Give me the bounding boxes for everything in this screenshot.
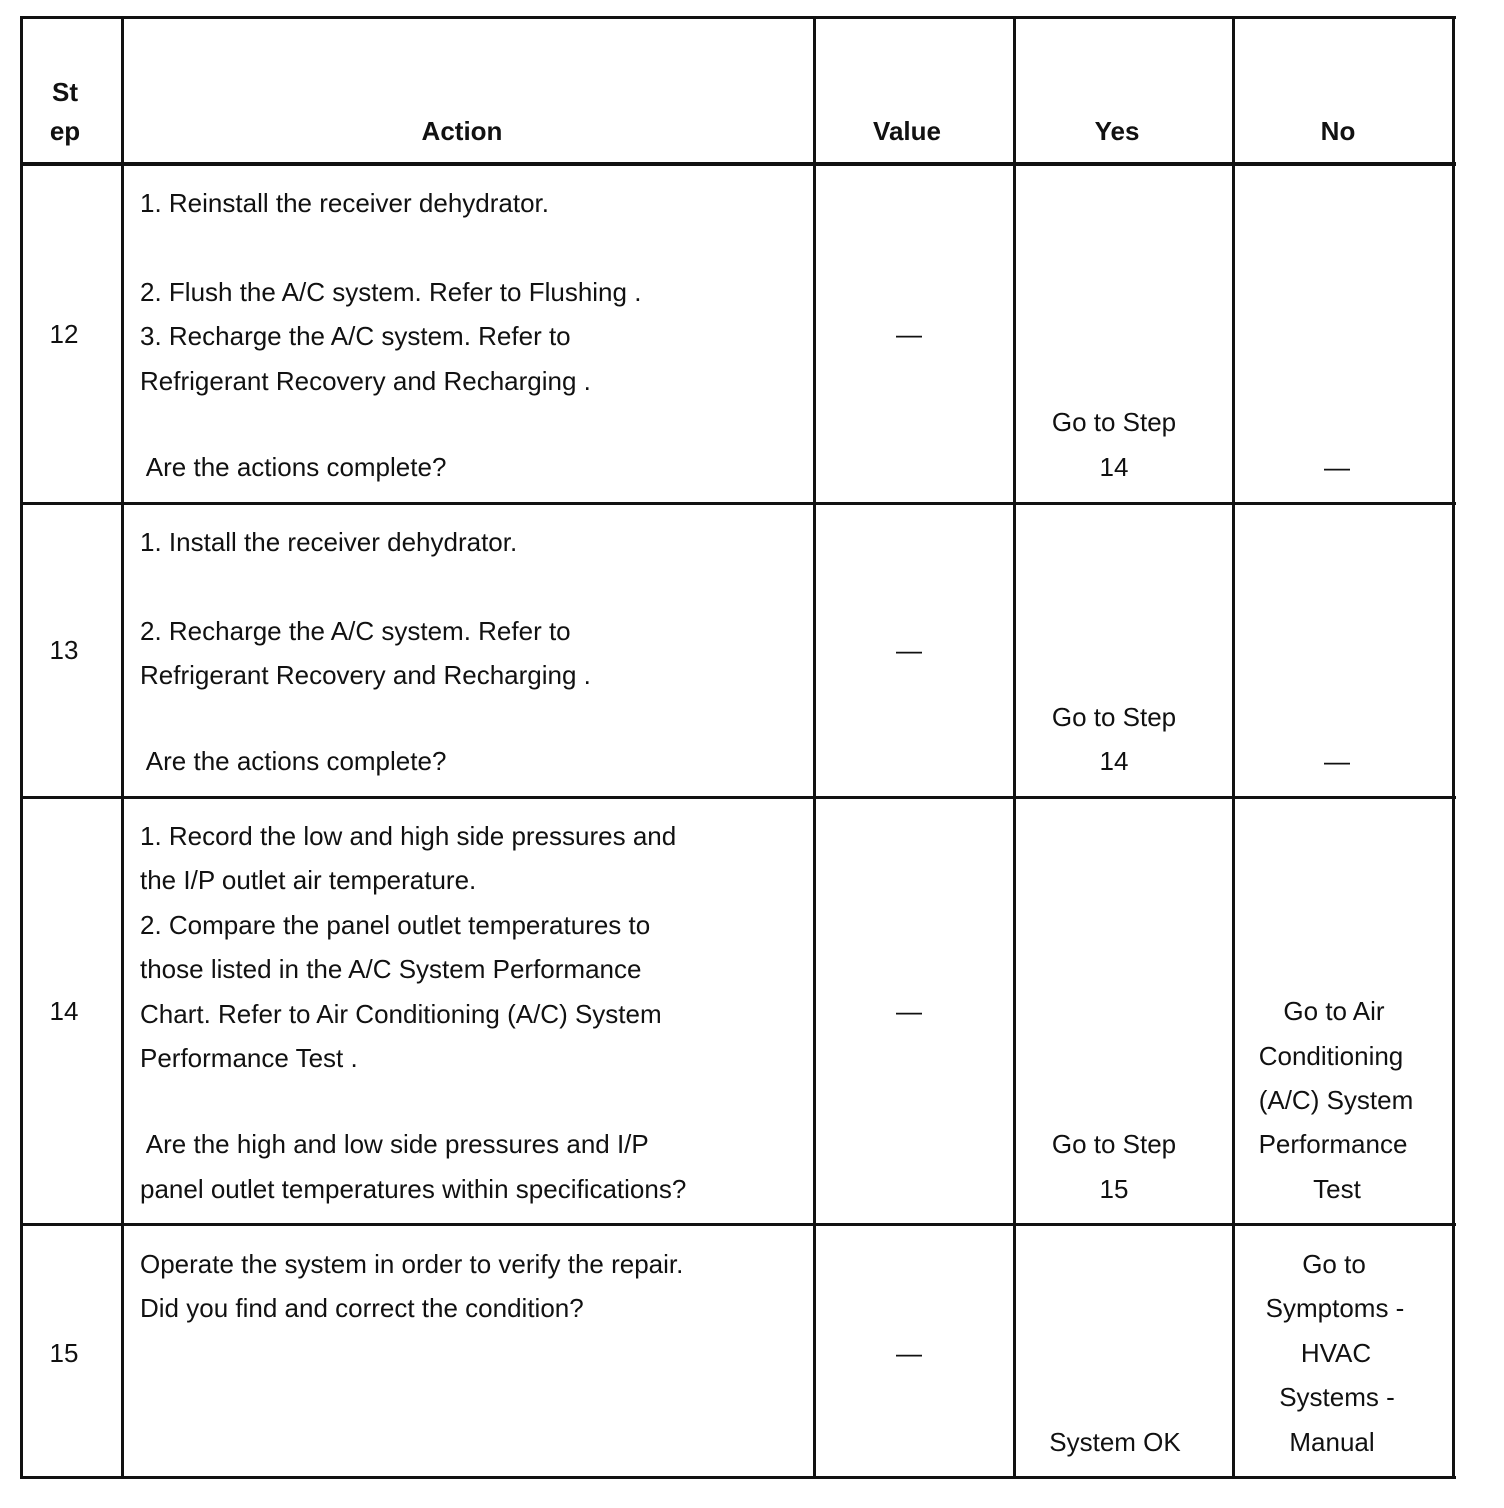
action-line: 2. Recharge the A/C system. Refer to [140, 616, 571, 646]
no-result-line: Conditioning [1258, 1041, 1404, 1071]
yes-result-line: 14 [1099, 746, 1129, 776]
action-line: 2. Compare the panel outlet temperatures to [140, 910, 651, 940]
action-line: 1. Record the low and high side pressures and [140, 821, 677, 851]
action-line: those listed in the A/C System Performance [140, 954, 642, 984]
action-line: 1. Install the receiver dehydrator. [140, 527, 518, 557]
no-result-line: Manual [1289, 1427, 1375, 1457]
table-right-border [1452, 16, 1455, 1479]
no-result-line: — [1324, 452, 1350, 482]
action-question: panel outlet temperatures within specifications? [140, 1174, 687, 1204]
action-question: Did you find and correct the condition? [140, 1293, 584, 1323]
step-number: 12 [49, 319, 79, 349]
action-line: 2. Flush the A/C system. Refer to Flushing . [140, 277, 642, 307]
header-step-part1: St [52, 77, 78, 107]
action-line: Performance Test . [140, 1043, 358, 1073]
value-dash: — [896, 319, 922, 349]
yes-result-line: 15 [1099, 1174, 1129, 1204]
action-line: 3. Recharge the A/C system. Refer to [140, 321, 571, 351]
step-number: 14 [49, 996, 79, 1026]
value-yes-divider [1013, 16, 1016, 1479]
value-dash: — [896, 635, 922, 665]
step-action-divider [121, 16, 124, 1479]
step-number: 13 [49, 635, 79, 665]
value-dash: — [896, 996, 922, 1026]
action-line: the I/P outlet air temperature. [140, 865, 477, 895]
header-no: No [1320, 116, 1356, 146]
action-question: Are the actions complete? [140, 746, 447, 776]
header-bottom-border [20, 162, 1456, 166]
no-result-line: Go to [1302, 1249, 1366, 1279]
action-line: 1. Reinstall the receiver dehydrator. [140, 188, 549, 218]
no-result-line: Go to Air [1283, 996, 1385, 1026]
header-value: Value [873, 116, 941, 146]
value-dash: — [896, 1338, 922, 1368]
row-13-bottom-border [20, 796, 1456, 799]
no-result-line: Systems - [1279, 1382, 1395, 1412]
yes-result-line: Go to Step [1051, 1129, 1177, 1159]
header-action: Action [421, 116, 503, 146]
step-number: 15 [49, 1338, 79, 1368]
table-bottom-border [20, 1476, 1456, 1479]
no-result-line: Symptoms - [1265, 1293, 1405, 1323]
no-result-line: Performance [1258, 1129, 1408, 1159]
yes-result-line: Go to Step [1051, 702, 1177, 732]
yes-result-line: System OK [1049, 1427, 1181, 1457]
action-value-divider [813, 16, 816, 1479]
header-step-part2: ep [49, 116, 81, 146]
action-question: Are the high and low side pressures and I/P [140, 1129, 649, 1159]
action-line: Operate the system in order to verify the repair. [140, 1249, 684, 1279]
no-result-line: Test [1313, 1174, 1361, 1204]
no-result-line: HVAC [1300, 1338, 1372, 1368]
action-line: Refrigerant Recovery and Recharging . [140, 366, 591, 396]
table-left-border [20, 16, 23, 1479]
table-top-border [20, 16, 1456, 19]
action-line: Chart. Refer to Air Conditioning (A/C) System [140, 999, 662, 1029]
row-12-bottom-border [20, 502, 1456, 505]
yes-result-line: 14 [1099, 452, 1129, 482]
action-line: Refrigerant Recovery and Recharging . [140, 660, 591, 690]
no-result-line: — [1324, 746, 1350, 776]
header-yes: Yes [1094, 116, 1140, 146]
action-question: Are the actions complete? [140, 452, 447, 482]
row-14-bottom-border [20, 1223, 1456, 1226]
yes-no-divider [1232, 16, 1235, 1479]
no-result-line: (A/C) System [1258, 1085, 1414, 1115]
yes-result-line: Go to Step [1051, 407, 1177, 437]
